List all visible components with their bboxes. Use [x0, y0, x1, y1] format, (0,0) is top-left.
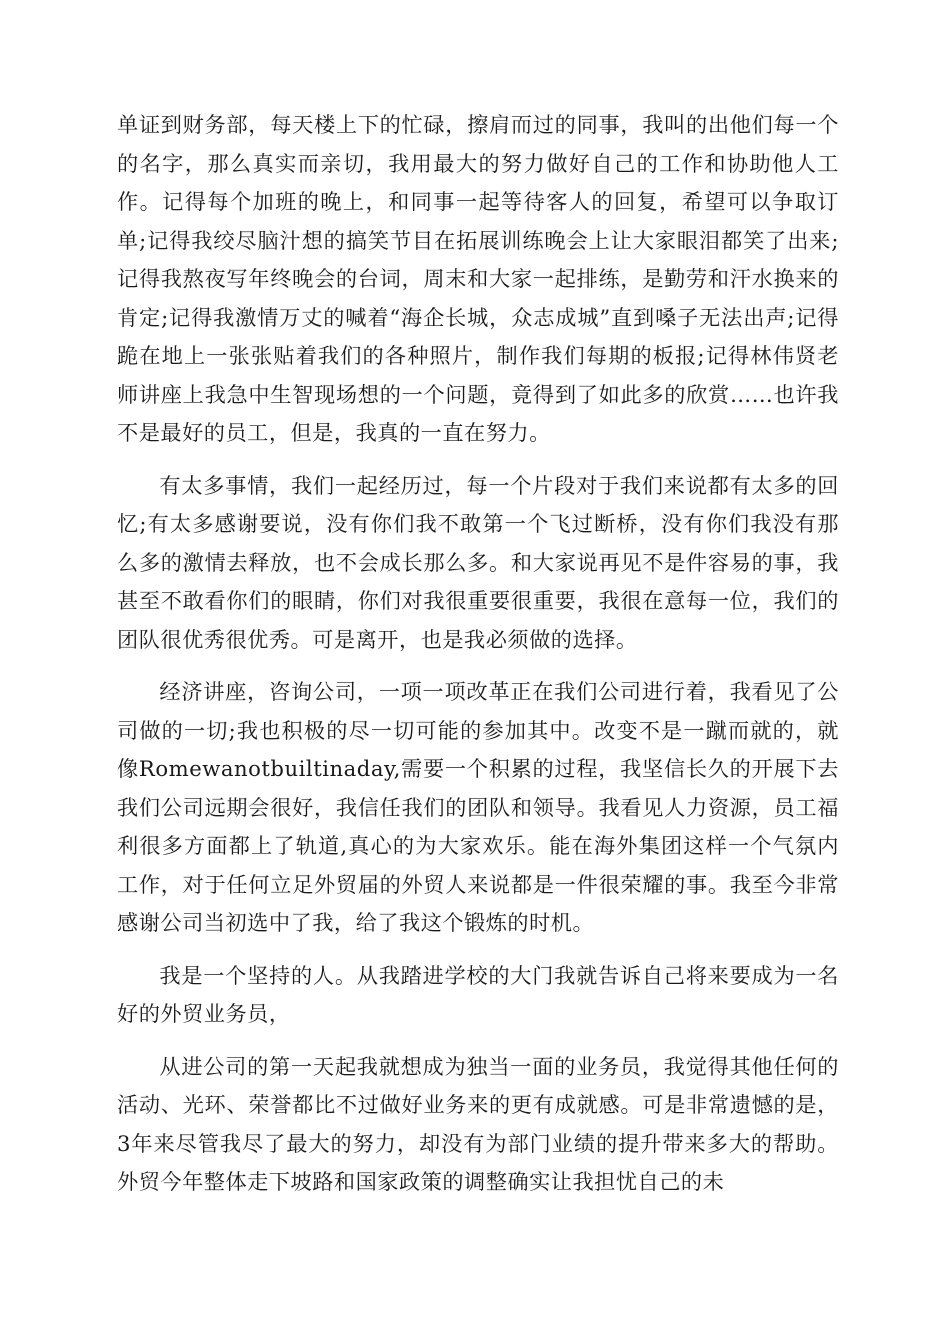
paragraph-3: 经济讲座，咨询公司，一项一项改革正在我们公司进行着，我看见了公司做的一切;我也积极的尽一切可能的参加其中。改变不是一蹴而就的，就像Romewanotbuiltinaday,需要一个积累的过程，我坚信长久的开展下去我们公司远期会很好，我信任我们的团队和领导。我看见人力资源，员工福利很多方面都上了轨道,真心的为大家欢乐。能在海外集团这样一个气氛内工作，对于任何立足外贸届的外贸人来说都是一件很荣耀的事。我至今非常感谢公司当初选中了我，给了我这个锻炼的时机。 [117, 679, 839, 935]
paragraph-5: 从进公司的第一天起我就想成为独当一面的业务员，我觉得其他任何的活动、光环、荣誉都比不过做好业务来的更有成就感。可是非常遗憾的是，3年来尽管我尽了最大的努力，却没有为部门业绩的提升带来多大的帮助。外贸今年整体走下坡路和国家政策的调整确实让我担忧自己的未 [117, 1053, 839, 1194]
document-body [117, 106, 839, 1202]
paragraph-2: 有太多事情，我们一起经历过，每一个片段对于我们来说都有太多的回忆;有太多感谢要说，没有你们我不敢第一个飞过断桥，没有你们我没有那么多的激情去释放，也不会成长那么多。和大家说再见不是件容易的事，我甚至不敢看你们的眼睛，你们对我很重要很重要，我很在意每一位，我们的团队很优秀很优秀。可是离开，也是我必须做的选择。 [117, 472, 839, 652]
paragraph-1: 单证到财务部，每天楼上下的忙碌，擦肩而过的同事，我叫的出他们每一个的名字，那么真实而亲切，我用最大的努力做好自己的工作和协助他人工作。记得每个加班的晚上，和同事一起等待客人的回复，希望可以争取订单;记得我绞尽脑汁想的搞笑节目在拓展训练晚会上让大家眼泪都笑了出来;记得我熬夜写年终晚会的台词，周末和大家一起排练，是勤劳和汗水换来的肯定;记得我激情万丈的喊着“海企长城，众志成城”直到嗓子无法出声;记得跪在地上一张张贴着我们的各种照片，制作我们每期的板报;记得林伟贤老师讲座上我急中生智现场想的一个问题，竟得到了如此多的欣赏……也许我不是最好的员工，但是，我真的一直在努力。 [117, 112, 839, 445]
paragraph-4: 我是一个坚持的人。从我踏进学校的大门我就告诉自己将来要成为一名好的外贸业务员， [117, 962, 839, 1026]
